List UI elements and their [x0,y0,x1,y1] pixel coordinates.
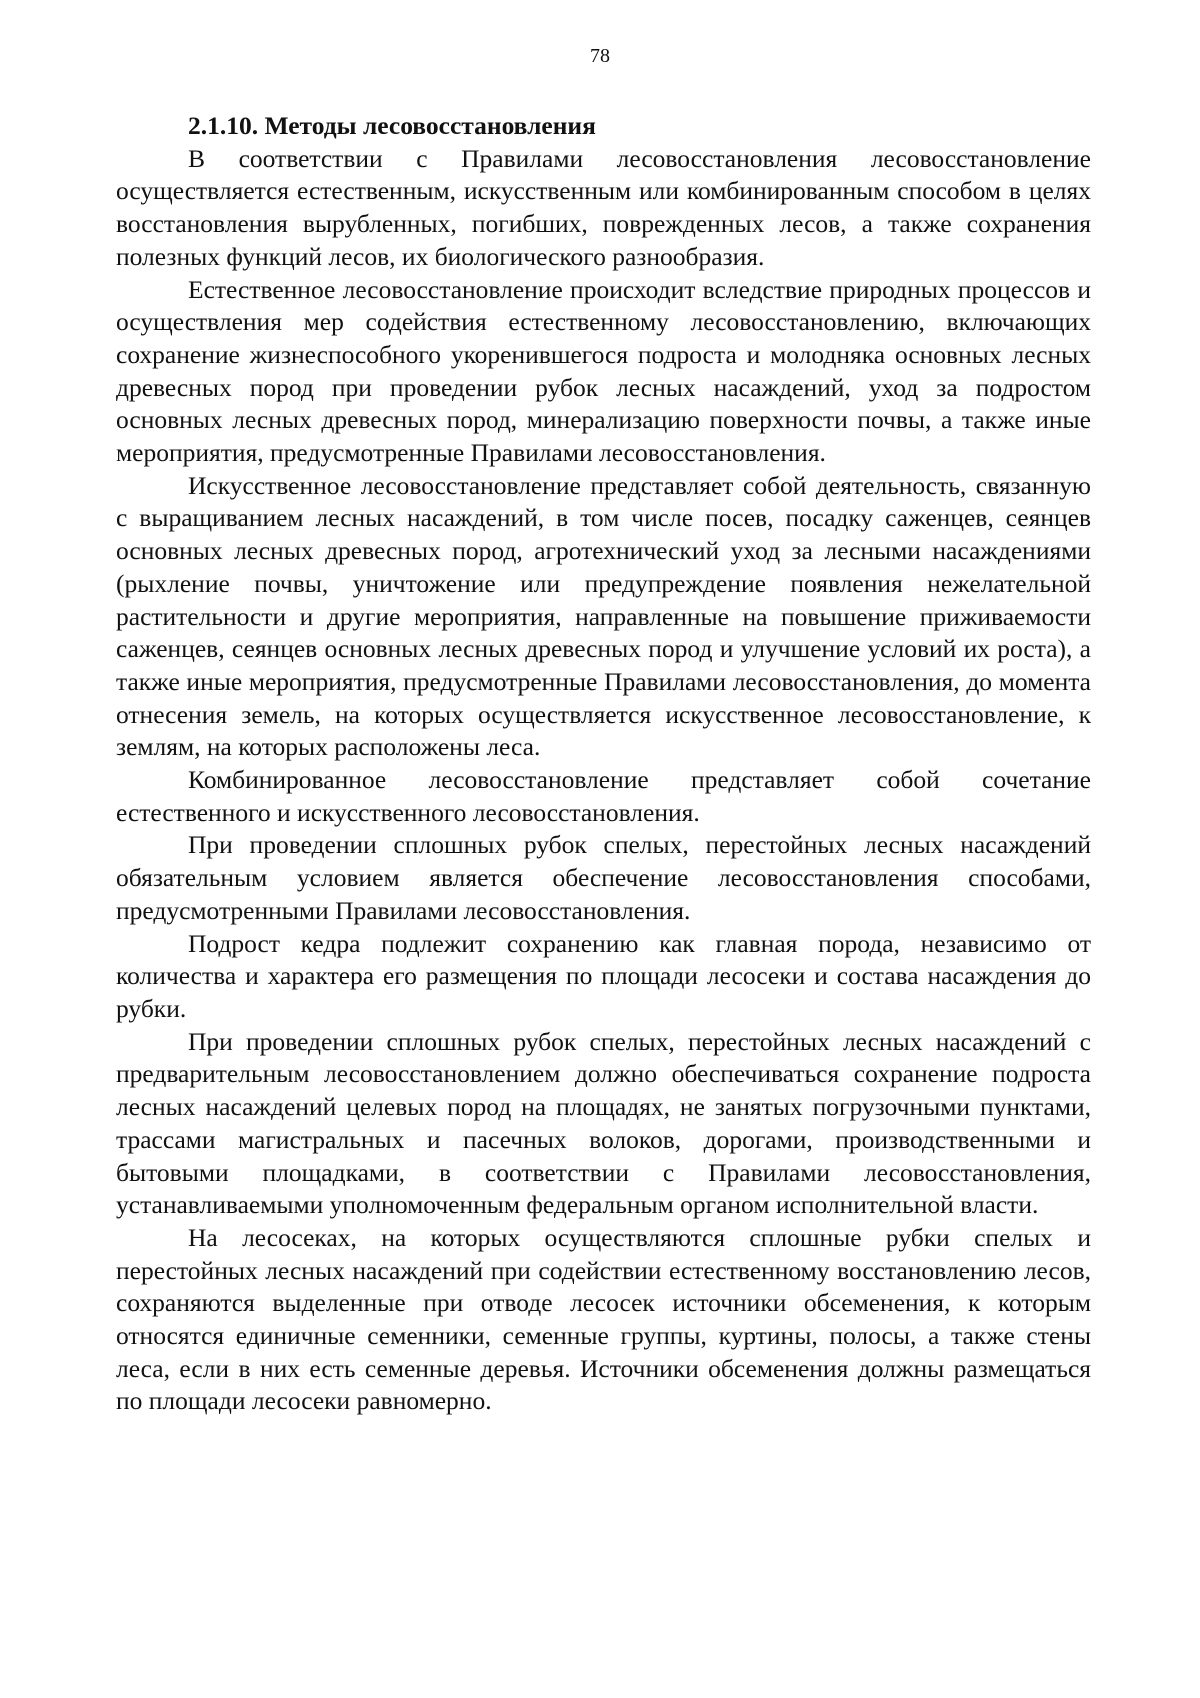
page-number: 78 [590,45,610,67]
paragraph: Искусственное лесовосстановление представляет собой деятельность, связанную с выращиванием лесных насаждений, в том числе посев, посадку саженцев, сеянцев основных лесных древесных пород, агротехнический уход за лесными насаждениями (рыхление почвы, уничтожение или предупреждение появления нежелательной растительности и другие мероприятия, направленные на повышение приживаемости саженцев, сеянцев основных лесных древесных пород и улучшение условий их роста), а также иные мероприятия, предусмотренные Правилами лесовосстановления, до момента отнесения земель, на которых осуществляется искусственное лесовосстановление, к землям, на которых расположены леса. [116,470,1091,762]
paragraph: На лесосеках, на которых осуществляются сплошные рубки спелых и перестойных лесных насаждений при содействии естественному восстановлению лесов, сохраняются выделенные при отводе лесосек источники обсеменения, к которым относятся единичные семенники, семенные группы, куртины, полосы, а также стены леса, если в них есть семенные деревья. Источники обсеменения должны размещаться по площади лесосеки равномерно. [116,1222,1091,1416]
paragraph: При проведении сплошных рубок спелых, перестойных лесных насаждений с предварительным лесовосстановлением должно обеспечиваться сохранение подроста лесных насаждений целевых пород на площадях, не занятых погрузочными пунктами, трассами магистральных и пасечных волоков, дорогами, производственными и бытовыми площадками, в соответствии с Правилами лесовосстановления, устанавливаемыми уполномоченным федеральным органом исполнительной власти. [116,1026,1091,1220]
paragraph: Подрост кедра подлежит сохранению как главная порода, независимо от количества и характера его размещения по площади лесосеки и состава насаждения до рубки. [116,928,1091,1023]
section-title: 2.1.10. Методы лесовосстановления [188,111,596,140]
paragraph: При проведении сплошных рубок спелых, перестойных лесных насаждений обязательным условием является обеспечение лесовосстановления способами, предусмотренными Правилами лесовосстановления. [116,830,1091,925]
paragraph: Естественное лесовосстановление происходит вследствие природных процессов и осуществления мер содействия естественному лесовосстановлению, включающих сохранение жизнеспособного укоренившегося подроста и молодняка основных лесных древесных пород при проведении рубок лесных насаждений, уход за подростом основных лесных древесных пород, минерализацию поверхности почвы, а также иные мероприятия, предусмотренные Правилами лесовосстановления. [116,274,1091,468]
paragraph: Комбинированное лесовосстановление представляет собой сочетание естественного и искусственного лесовосстановления. [116,765,1091,827]
document-body [116,110,1091,1418]
paragraph: В соответствии с Правилами лесовосстановления лесовосстановление осуществляется естественным, искусственным или комбинированным способом в целях восстановления вырубленных, погибших, поврежденных лесов, а также сохранения полезных функций лесов, их биологического разнообразия. [116,143,1091,271]
